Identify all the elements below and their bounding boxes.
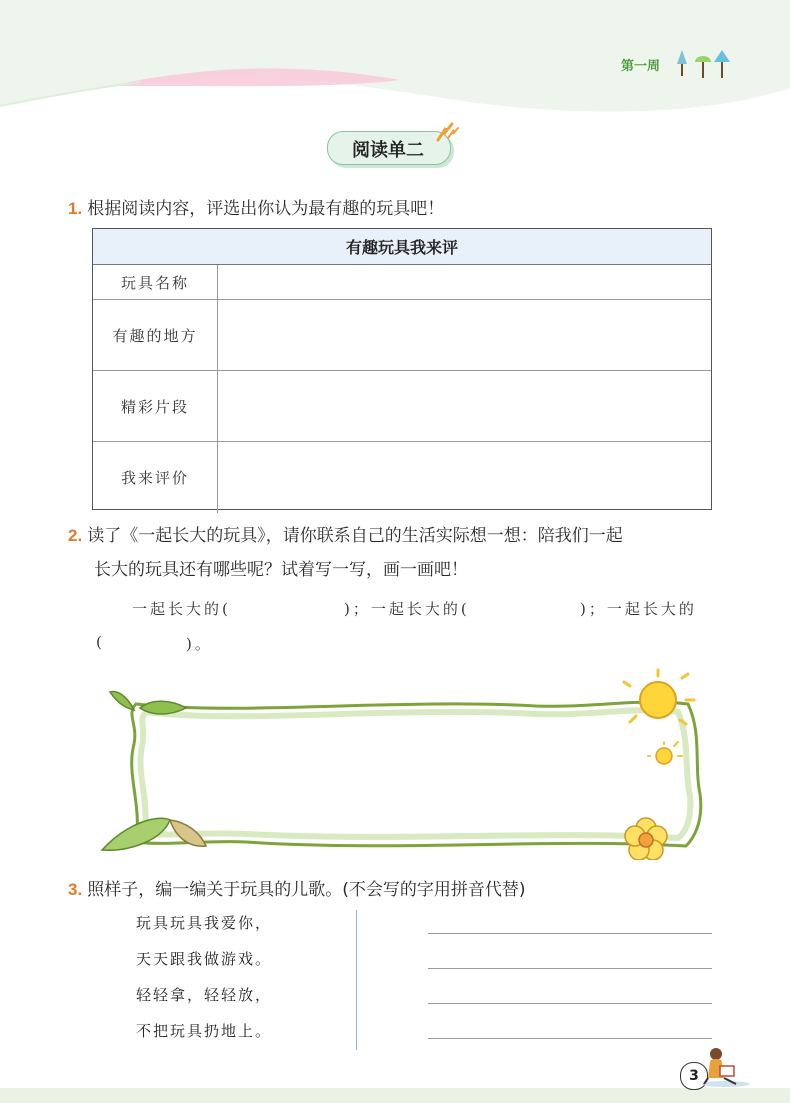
- writing-line-2[interactable]: [428, 968, 712, 969]
- row-label-highlight: 精彩片段: [93, 371, 218, 442]
- question-1: [68, 192, 444, 226]
- question-number: 2.: [68, 526, 83, 545]
- answer-cell-toy-name[interactable]: [218, 265, 712, 300]
- fill-blank-1: 一起长大的(: [132, 600, 231, 618]
- trees-icon: [674, 48, 734, 80]
- week-label: 第一周: [621, 59, 661, 74]
- drawing-frame[interactable]: [96, 664, 708, 860]
- spark-icon: [434, 120, 460, 142]
- question-number: 3.: [68, 880, 83, 899]
- fill-blank-4: (: [96, 633, 105, 651]
- poem-line-4: 不把玩具扔地上。: [136, 1022, 273, 1040]
- fill-blank-5: )。: [186, 635, 213, 653]
- divider: [356, 910, 357, 1050]
- poem-line-2: 天天跟我做游戏。: [136, 950, 273, 968]
- question-3: [68, 873, 526, 907]
- question-number: 1.: [68, 199, 83, 218]
- page-number: 3: [680, 1062, 708, 1090]
- evaluation-table: [92, 228, 712, 510]
- blank-input-2[interactable]: [488, 596, 580, 618]
- header-wave-decoration: [0, 0, 790, 130]
- answer-cell-highlight[interactable]: [218, 371, 712, 442]
- poem-line-3: 轻轻拿，轻轻放，: [136, 986, 273, 1004]
- poem-line-1: 玩具玩具我爱你，: [136, 914, 273, 932]
- row-label-fun-part: 有趣的地方: [93, 300, 218, 371]
- question-2: [68, 519, 728, 587]
- answer-cell-fun-part[interactable]: [218, 300, 712, 371]
- question-text: 根据阅读内容，评选出你认为最有趣的玩具吧！: [87, 199, 445, 219]
- writing-line-4[interactable]: [428, 1038, 712, 1039]
- blank-input-1[interactable]: [250, 596, 344, 618]
- row-label-toy-name: 玩具名称: [93, 265, 218, 300]
- child-reading-icon: [696, 1046, 754, 1088]
- row-label-review: 我来评价: [93, 442, 218, 513]
- writing-line-3[interactable]: [428, 1003, 712, 1004]
- footer-band: [0, 1088, 790, 1103]
- answer-cell-review[interactable]: [218, 442, 712, 513]
- table-heading: 有趣玩具我来评: [93, 229, 711, 265]
- fill-blank-3: )；一起长大的: [580, 600, 697, 618]
- question-text-line-2: 长大的玩具还有哪些呢？试着写一写，画一画吧！: [94, 560, 468, 580]
- question-text: 照样子，编一编关于玩具的儿歌。(不会写的字用拼音代替): [87, 880, 526, 900]
- writing-line-1[interactable]: [428, 933, 712, 934]
- page-title: 阅读单二: [352, 140, 424, 161]
- fill-blank-2: )；一起长大的(: [344, 600, 470, 618]
- question-text-line-1: 读了《一起长大的玩具》，请你联系自己的生活实际想一想：陪我们一起: [87, 526, 623, 546]
- blank-input-3[interactable]: [108, 631, 184, 653]
